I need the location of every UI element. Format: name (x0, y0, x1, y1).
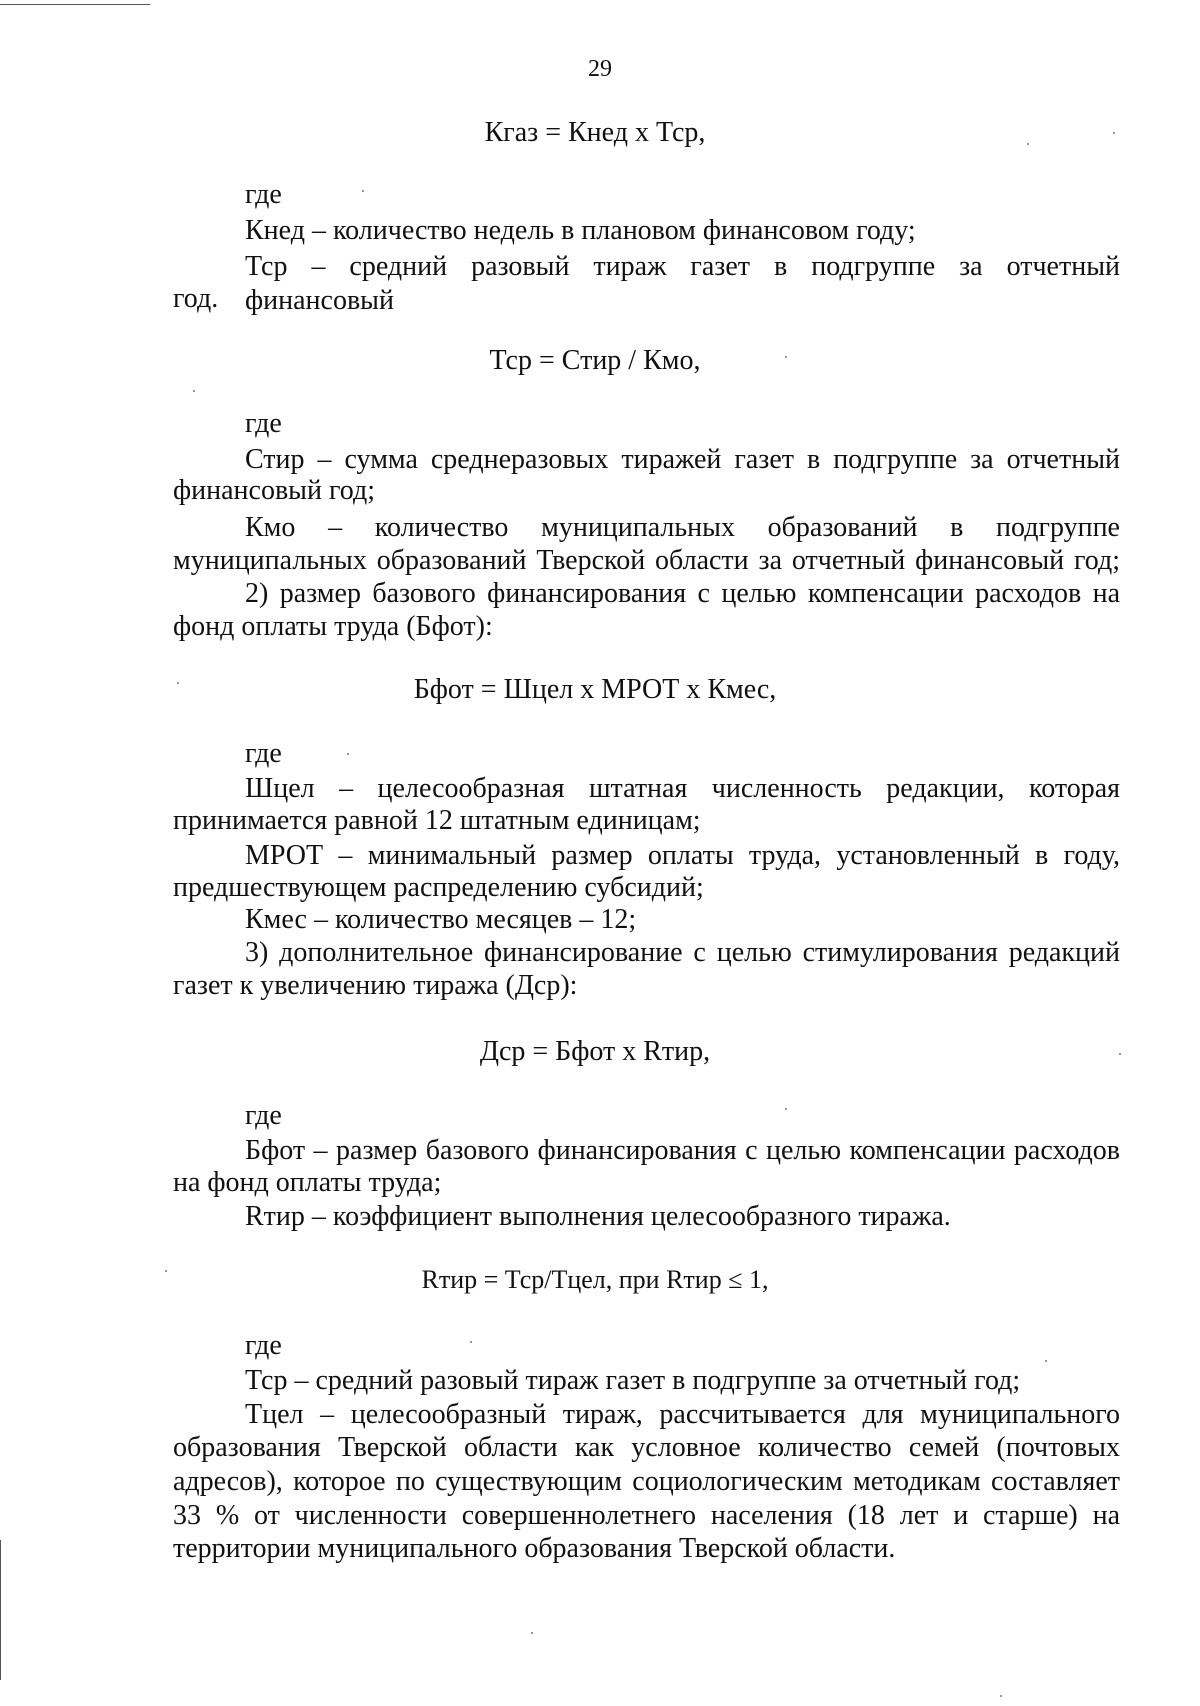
scan-speck (1045, 1360, 1047, 1362)
definition-tsr-2: Тср – средний разовый тираж газет в подгруппе за отчетный год; (245, 1365, 1021, 1396)
scan-speck (347, 753, 349, 755)
where-label: где (245, 1330, 282, 1361)
definition-tsel-cont-3: 33 % от численности совершеннолетнего населения (18 лет и старше) на (173, 1500, 1120, 1531)
definition-stir-cont: финансовый год; (173, 475, 375, 506)
definition-mrot: МРОТ – минимальный размер оплаты труда, установленный в году, (245, 840, 1120, 871)
definition-bfot: Бфот – размер базового финансирования с целью компенсации расходов (245, 1135, 1120, 1166)
definition-rtir: Rтир – коэффициент выполнения целесообразного тиража. (245, 1201, 951, 1232)
formula-bfot: Бфот = Шцел х МРОТ х Кмес, (413, 674, 777, 705)
item-2-text: 2) размер базового финансирования с целью компенсации расходов на (245, 578, 1120, 609)
scan-speck (531, 1632, 533, 1634)
definition-kmes: Кмес – количество месяцев – 12; (245, 904, 637, 935)
where-label: где (245, 408, 282, 439)
formula-rtir: Rтир = Тср/Тцел, при Rтир ≤ 1, (421, 1265, 769, 1294)
where-label: где (245, 179, 282, 210)
where-label: где (245, 738, 282, 769)
definition-shtsel-cont: принимается равной 12 штатным единицам; (173, 805, 701, 836)
where-label: где (245, 1100, 282, 1131)
scan-left-edge (0, 1540, 1, 1680)
scan-speck (193, 390, 195, 392)
scan-speck (785, 1108, 787, 1110)
formula-dsr: Дср = Бфот х Rтир, (479, 1036, 711, 1067)
definition-shtsel: Шцел – целесообразная штатная численность редакции, которая (245, 773, 1120, 804)
scan-edge-line (0, 4, 150, 5)
scan-speck (470, 1341, 472, 1343)
scan-speck (362, 190, 364, 192)
formula-kgaz: Кгаз = Кнед х Тср, (484, 117, 706, 148)
definition-kmo: Кмо – количество муниципальных образований в подгруппе (245, 512, 1120, 543)
page-number: 29 (588, 56, 612, 82)
item-2-text-cont: фонд оплаты труда (Бфот): (173, 611, 493, 642)
definition-tsr-cont: год. (173, 283, 219, 314)
definition-mrot-cont: предшествующем распределению субсидий; (173, 872, 704, 903)
formula-tsr: Тср = Стир / Кмо, (489, 345, 701, 376)
definition-stir: Стир – сумма среднеразовых тиражей газет в подгруппе за отчетный (245, 444, 1120, 475)
definition-kned: Кнед – количество недель в плановом финансовом году; (245, 215, 916, 246)
definition-tsel-cont-1: образования Тверской области как условное количество семей (почтовых (173, 1432, 1120, 1463)
definition-tsel: Тцел – целесообразный тираж, рассчитывается для муниципального (245, 1399, 1120, 1430)
definition-tsel-cont-2: адресов), которое по существующим социологическим методикам составляет (173, 1466, 1120, 1497)
item-3-text: 3) дополнительное финансирование с целью стимулирования редакций (245, 937, 1120, 968)
item-3-text-cont: газет к увеличению тиража (Дср): (173, 970, 578, 1001)
definition-bfot-cont: на фонд оплаты труда; (173, 1167, 442, 1198)
definition-tsr: Тср – средний разовый тираж газет в подгруппе за отчетный финансовый (245, 251, 1120, 316)
definition-tsel-cont-4: территории муниципального образования Тверской области. (173, 1533, 896, 1564)
scan-speck (1000, 1695, 1002, 1697)
definition-kmo-cont: муниципальных образований Тверской области за отчетный финансовый год; (173, 545, 1120, 576)
